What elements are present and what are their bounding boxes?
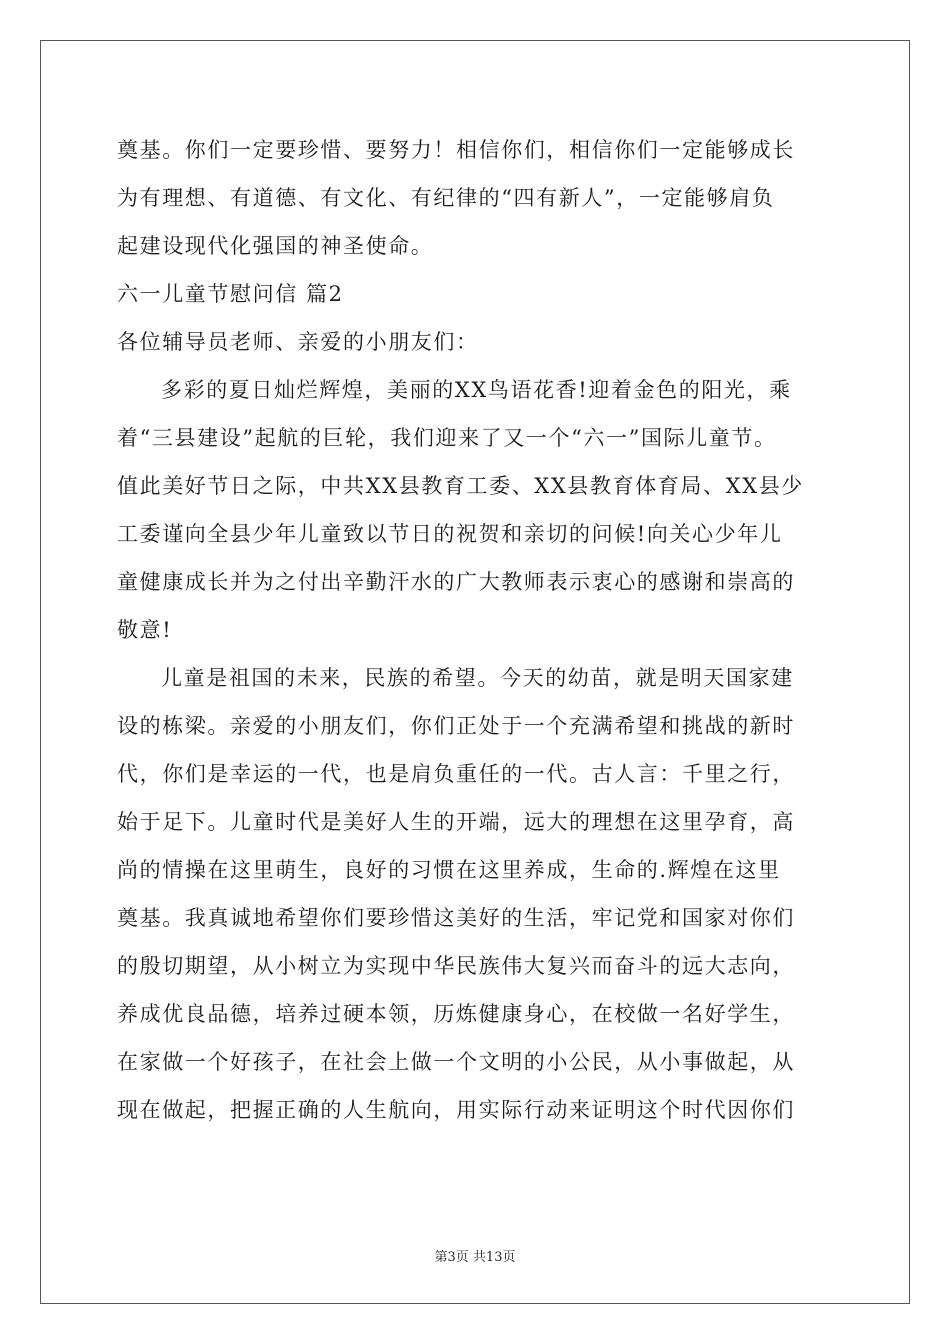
text-line: 在家做一个好孩子，在社会上做一个文明的小公民，从小事做起，从 bbox=[117, 1050, 795, 1074]
text-line: 多彩的夏日灿烂辉煌，美丽的XX鸟语花香!迎着金色的阳光，乘 bbox=[161, 378, 792, 402]
text-line: 童健康成长并为之付出辛勤汗水的广大教师表示衷心的感谢和崇高的 bbox=[117, 570, 795, 594]
paragraph-1 bbox=[117, 366, 837, 654]
text-line: 奠基。你们一定要珍惜、要努力！相信你们，相信你们一定能够成长 bbox=[117, 138, 795, 162]
text-line: 的殷切期望，从小树立为实现中华民族伟大复兴而奋斗的远大志向， bbox=[117, 954, 795, 978]
text-line: 儿童是祖国的未来，民族的希望。今天的幼苗，就是明天国家建 bbox=[161, 666, 794, 690]
text-line: 始于足下。儿童时代是美好人生的开端，远大的理想在这里孕育，高 bbox=[117, 810, 795, 834]
text-line: 起建设现代化强国的神圣使命。 bbox=[117, 234, 434, 258]
text-line: 为有理想、有道德、有文化、有纪律的“四有新人”，一定能够肩负 bbox=[117, 186, 775, 210]
text-line: 敬意! bbox=[117, 618, 173, 642]
text-line: 值此美好节日之际，中共XX县教育工委、XX县教育体育局、XX县少 bbox=[117, 474, 804, 498]
page-number-footer: 第3页 共13页 bbox=[434, 1250, 516, 1265]
text-line: 尚的情操在这里萌生，良好的习惯在这里养成，生命的.辉煌在这里 bbox=[117, 858, 781, 882]
salutation: 各位辅导员老师、亲爱的小朋友们： bbox=[117, 330, 479, 354]
text-line: 工委谨向全县少年儿童致以节日的祝贺和亲切的问候!向关心少年儿 bbox=[117, 522, 783, 546]
text-line: 设的栋梁。亲爱的小朋友们，你们正处于一个充满希望和挑战的新时 bbox=[117, 714, 795, 738]
section-heading: 六一儿童节慰问信 篇2 bbox=[117, 282, 344, 306]
text-line: 代，你们是幸运的一代，也是肩负重任的一代。古人言：千里之行， bbox=[117, 762, 795, 786]
text-line: 养成优良品德，培养过硬本领，历炼健康身心，在校做一名好学生， bbox=[117, 1002, 795, 1026]
text-line: 现在做起，把握正确的人生航向，用实际行动来证明这个时代因你们 bbox=[117, 1098, 795, 1122]
paragraph-2 bbox=[117, 654, 837, 1134]
intro-continuation bbox=[117, 126, 837, 270]
document-body bbox=[117, 126, 837, 1134]
text-line: 奠基。我真诚地希望你们要珍惜这美好的生活，牢记党和国家对你们 bbox=[117, 906, 795, 930]
text-line: 着“三县建设”起航的巨轮，我们迎来了又一个“六一”国际儿童节。 bbox=[117, 426, 777, 450]
